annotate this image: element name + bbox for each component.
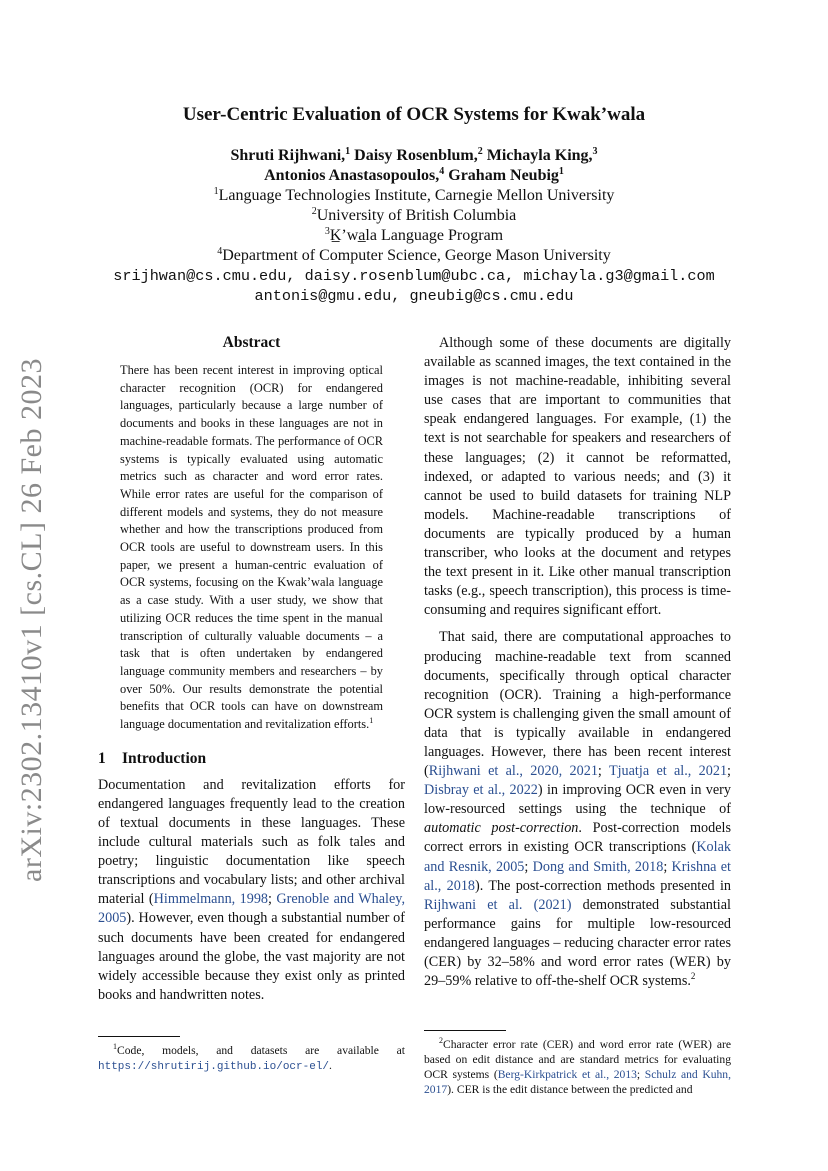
affiliation — [0, 246, 828, 266]
left-column — [98, 334, 405, 1005]
footnote-rule — [424, 1030, 506, 1031]
left-footnotes — [98, 1018, 405, 1075]
paragraph-text: ) in improving OCR even in very low-resourced settings using the technique of — [424, 782, 731, 818]
abstract-body: There has been recent interest in improving optical character recognition (OCR) for endangered languages, particularly because a large number of documents and books in these languages are not in machine-readable formats. The performance of OCR systems is typically evaluated using automatic metrics such as character and word error rates. While error rates are useful for the comparison of different models and systems, they do not measure whether and how the transcriptions produced from OCR tools are useful to downstream users. In this paper, we present a human-centric evaluation of OCR systems, focusing on the Kwak’wala language as a case study. With a user study, we show that utilizing OCR reduces the time spent in the manual transcription of culturally valuable documents – a task that is often undertaken by endangered language community members and researchers – by over 50%. Our results demonstrate the potential benefits that OCR tools can have on downstream language documentation and revitalization efforts. — [120, 363, 383, 732]
right-footnotes — [424, 1012, 731, 1097]
author-emails: antonis@gmu.edu, gneubig@cs.cmu.edu — [254, 287, 574, 305]
section-number: 1 — [98, 749, 106, 767]
paragraph-text: ). The post-correction methods presented in — [475, 877, 731, 894]
author-name: Michayla King, — [482, 147, 593, 164]
footnote-2: $^2$Character error rate (CER) and word error rate (WER) are based on edit distance and are standard metrics for evaluating OCR systems (Berg-Kirkpatrick et al., 2013; Schulz and Kuhn, 2017). CER is the edit distance between the predicted and — [424, 1036, 731, 1096]
affiliation — [0, 206, 828, 226]
author-name: Daisy Rosenblum, — [350, 147, 478, 164]
citation-link[interactable]: Tjuatja et al., 2021 — [608, 763, 728, 780]
author-line-2 — [0, 166, 828, 186]
author-name: Antonios Anastasopoulos, — [264, 167, 440, 184]
paragraph-text: . Post-correction models correct errors in existing OCR transcriptions ( — [424, 820, 731, 856]
abstract-heading: Abstract — [222, 334, 281, 351]
paragraph-text: That said, there are computational approaches to producing machine-readable text from scanned documents, specifically through optical character recognition (OCR). Training a high-performance OCR system is challenging given the small amount of data that is typically available in endangered languages. However, there has been recent interest ( — [424, 629, 731, 780]
footnote-text: Character error rate (CER) and word error rate (WER) are based on edit distance and are standard metrics for evaluating OCR systems ( — [424, 1038, 731, 1081]
arxiv-side-stamp — [10, 358, 54, 882]
right-column — [424, 334, 731, 991]
paragraph-text: ). However, even though a substantial number of such documents have been created for endangered languages around the globe, the vast majority are not widely accessible because they exist only as printed books and handwritten notes. — [98, 910, 405, 1003]
abstract-text — [120, 362, 383, 734]
footnote-text: . — [329, 1059, 332, 1072]
citation-link[interactable]: Krishna et al., 2018 — [424, 858, 731, 894]
affiliation-number: 3 — [324, 226, 330, 237]
citation-link[interactable]: Dong and Smith, 2018 — [532, 858, 664, 875]
section-heading — [98, 750, 405, 768]
affiliation-number: 2 — [311, 206, 317, 217]
citation-link[interactable]: Berg-Kirkpatrick et al., 2013 — [497, 1068, 637, 1081]
author-name: Graham Neubig — [444, 167, 559, 184]
author-emails: srijhwan@cs.cmu.edu, daisy.rosenblum@ubc.ca, michayla.g3@gmail.com — [113, 267, 715, 285]
citation-link[interactable]: Disbray et al., 2022 — [424, 782, 538, 799]
affiliation-text: Department of Computer Science, George Mason University — [222, 247, 611, 264]
citation-link[interactable]: Kolak and Resnik, 2005 — [424, 839, 731, 875]
affiliation-text: University of British Columbia — [316, 207, 517, 224]
body-paragraph: Although some of these documents are digitally available as scanned images, the text contained in the images is not machine-readable, inhibiting several use cases that are important to communities that speak endangered languages. For example, (1) the text is not searchable for speakers and researchers of these languages; (2) it cannot be reformatted, indexed, or adapted to various needs; and (3) it cannot be used to build datasets for training NLP models. Machine-readable transcriptions of documents are typically produced by a human transcriber, who looks at the document and retypes the text present in it. Like other manual transcription tasks (e.g., speech transcription), this process is time-consuming and requires significant effort. — [424, 335, 731, 619]
affiliation-mark: 1 — [345, 146, 351, 157]
footnote-mark: 1 — [369, 716, 374, 726]
intro-paragraph — [98, 776, 405, 1005]
citation-link[interactable]: Schulz and Kuhn, 2017 — [424, 1068, 731, 1096]
affiliation — [0, 226, 828, 246]
citation-link[interactable]: Grenoble and Whaley, 2005 — [98, 891, 405, 927]
footnote-number: 2 — [439, 1036, 443, 1045]
section-title: Introduction — [122, 749, 207, 767]
citation-link[interactable]: Rijhwani et al., 2020, 2021 — [428, 763, 598, 780]
citation-link[interactable]: Rijhwani et al. (2021) — [424, 896, 572, 913]
affiliation-text: K̲’wa̲la Language Program — [329, 227, 504, 244]
author-block — [0, 146, 828, 306]
footnote-rule — [98, 1036, 180, 1037]
author-line-1 — [0, 146, 828, 166]
affiliation-mark: 2 — [477, 146, 483, 157]
affiliation — [0, 186, 828, 206]
emphasis-text: automatic post-correction — [424, 820, 579, 837]
author-name: Shruti Rijhwani, — [230, 147, 346, 164]
paper-title: User-Centric Evaluation of OCR Systems for Kwak’wala — [182, 104, 646, 125]
affiliation-mark: 1 — [558, 166, 564, 177]
paragraph-text: demonstrated substantial performance gains for multiple low-resourced endangered languages – reducing character error rates (CER) by 32–58% and word error rates (WER) by 29–59% relative to off-the-shelf OCR systems. — [424, 896, 731, 990]
affiliation-mark: 3 — [592, 146, 598, 157]
citation-separator: ; — [268, 891, 277, 908]
affiliation-text: Language Technologies Institute, Carnegie Mellon University — [218, 187, 615, 204]
paragraph-text: Documentation and revitalization efforts for endangered languages frequently lead to the creation of textual documents in these languages. These include cultural materials such as folk tales and poetry; linguistic documentation like speech transcriptions and vocabulary lists; and other archival material ( — [98, 776, 405, 908]
body-paragraph: That said, there are computational approaches to producing machine-readable text from scanned documents, specifically through optical character recognition (OCR). Training a high-performance OCR system is challenging given the small amount of data that is typically available in endangered languages. However, there has been recent interest (Rijhwani et al., 2020, 2021; Tjuatja et al., 2021; Disbray et al., 2022) in improving OCR even in very low-resourced settings using the technique of automatic post-correction. Post-correction models correct errors in existing OCR transcriptions (Kolak and Resnik, 2005; Dong and Smith, 2018; Krishna et al., 2018). The post-correction methods presented in Rijhwani et al. (2021) demonstrated substantial performance gains for multiple low-resourced endangered languages – reducing character error rates (CER) by 32–58% and word error rates (WER) by 29–59% relative to off-the-shelf OCR systems.$^2$ — [424, 629, 731, 990]
arxiv-identifier: arXiv:2302.13410v1 [cs.CL] 26 Feb 2023 — [15, 358, 49, 882]
affiliation-number: 1 — [213, 186, 219, 197]
footnote-mark: 2 — [690, 971, 696, 982]
code-url-link[interactable]: https://shrutirij.github.io/ocr-el/ — [98, 1061, 330, 1073]
footnote-1 — [98, 1043, 405, 1075]
footnote-number: 1 — [113, 1042, 117, 1051]
footnote-text: Code, models, and datasets are available at — [117, 1044, 405, 1057]
affiliation-number: 4 — [217, 246, 223, 257]
citation-link[interactable]: Himmelmann, 1998 — [153, 891, 269, 908]
footnote-text: ). CER is the edit distance between the predicted and — [447, 1083, 693, 1096]
affiliation-mark: 4 — [439, 166, 445, 177]
